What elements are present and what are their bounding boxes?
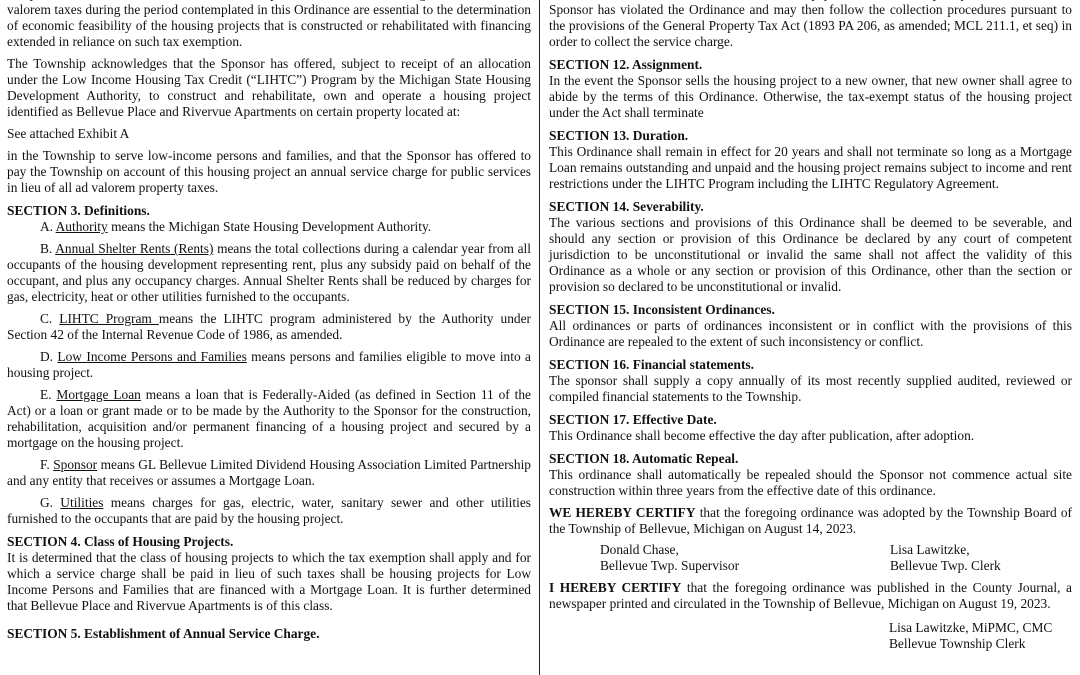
supervisor-signature <box>600 542 890 574</box>
definition-term: Sponsor <box>53 457 98 472</box>
section-14-heading: SECTION 14. Severability. <box>549 199 704 214</box>
supervisor-name: Donald Chase, <box>600 542 679 557</box>
definition-lihtc <box>7 311 531 343</box>
definition-utilities <box>7 495 531 527</box>
certify-lead: I HEREBY CERTIFY <box>549 580 682 595</box>
definition-term: Authority <box>55 219 108 234</box>
definition-letter: G. <box>40 495 61 510</box>
section-13-text: This Ordinance shall remain in effect for 20 years and shall not terminate so long as a Mortgage Loan remains outstanding and unpaid and the housing project remains subject to income and rent restrictions under the LIHTC Program including the LIHTC Regulatory Agreement. <box>549 144 1072 191</box>
definition-letter: E. <box>40 387 57 402</box>
definition-term: Annual Shelter Rents (Rents) <box>55 241 214 256</box>
definition-text: means persons and families eligible to move into a housing project. <box>7 349 531 380</box>
section-5-heading: SECTION 5. Establishment of Annual Service Charge. <box>7 626 320 641</box>
section-16-heading: SECTION 16. Financial statements. <box>549 357 754 372</box>
definition-text: means the total collections during a calendar year from all occupants of the housing development representing rent, plus any subsidy paid on behalf of the occupant, and plus any occupancy charges. Annual Shelter Rents shall be reduced by charges for gas, electricity, heat or other utilities furnished to the occupants. <box>7 241 531 304</box>
definition-text: means charges for gas, electric, water, sanitary sewer and other utilities furnished to the occupants that are paid by the housing project. <box>7 495 531 526</box>
section-18-heading: SECTION 18. Automatic Repeal. <box>549 451 739 466</box>
left-column <box>7 0 531 642</box>
serve-paragraph: in the Township to serve low-income persons and families, and that the Sponsor has offered to pay the Township on account of this housing project an annual service charge for public services in lieu of all ad valorem property taxes. <box>7 148 531 195</box>
section-15-text: All ordinances or parts of ordinances inconsistent or in conflict with the provisions of this Ordinance are repealed to the extent of such inconsistency or conflict. <box>549 318 1072 349</box>
right-column <box>549 0 1072 652</box>
certify-text: that the foregoing ordinance was published in the County Journal, a newspaper printed and circulated in the Township of Bellevue, Michigan on August 19, 2023. <box>549 580 1072 611</box>
definition-mortgage-loan <box>7 387 531 451</box>
publication-clerk-title: Bellevue Township Clerk <box>889 636 1026 651</box>
definition-sponsor <box>7 457 531 489</box>
section-18-text: This ordinance shall automatically be repealed should the Sponsor not commence actual site construction within three years from the effective date of this ordinance. <box>549 467 1072 498</box>
exhibit-reference: See attached Exhibit A <box>7 126 130 141</box>
publication-certification <box>549 580 1072 612</box>
certify-lead: WE HEREBY CERTIFY <box>549 505 696 520</box>
section-13-heading: SECTION 13. Duration. <box>549 128 689 143</box>
column-divider <box>539 0 540 675</box>
clerk-name: Lisa Lawitzke, <box>890 542 970 557</box>
definition-term: Mortgage Loan <box>56 387 141 402</box>
publication-clerk-signature <box>889 620 1072 652</box>
intro-paragraph: valorem taxes during the period contemplated in this Ordinance are essential to the determination of economic feasibility of the housing projects that is constructed or rehabilitated with financing extended in reliance on such tax exemption. <box>7 2 531 49</box>
definition-text: means GL Bellevue Limited Dividend Housing Association Limited Partnership and any entity that receives or assumes a Mortgage Loan. <box>7 457 531 488</box>
definition-letter: D. <box>40 349 58 364</box>
clerk-title: Bellevue Twp. Clerk <box>890 558 1001 573</box>
definition-text: means the LIHTC program administered by the Authority under Section 42 of the Internal Revenue Code of 1986, as amended. <box>7 311 531 342</box>
definition-letter: B. <box>40 241 56 256</box>
definition-authority <box>7 219 531 235</box>
section-12-heading: SECTION 12. Assignment. <box>549 57 703 72</box>
right-intro-paragraph: Sponsor has violated the Ordinance and may then follow the collection procedures pursuant to the provisions of the General Property Tax Act (1893 PA 206, as amended; MCL 211.1, et seq) in order to collect the service charge. <box>549 2 1072 49</box>
section-15-heading: SECTION 15. Inconsistent Ordinances. <box>549 302 775 317</box>
clerk-signature <box>890 542 1001 574</box>
section-14-text: The various sections and provisions of this Ordinance shall be deemed to be severable, and should any section or provision of this Ordinance be declared by any court of competent jurisdiction to be unconstitutional or invalid the same shall not affect the validity of this Ordinance as a whole or any section or provision of this Ordinance, other than the section or provision so declared to be unconstitutional or invalid. <box>549 215 1072 294</box>
sponsor-paragraph: The Township acknowledges that the Sponsor has offered, subject to receipt of an allocation under the Low Income Housing Tax Credit (“LIHTC”) Program by the Michigan State Housing Development Authority, to construct and rehabilitate, own and operate a housing project identified as Bellevue Place and Rivervue Apartments on certain property located at: <box>7 56 531 119</box>
definition-rents <box>7 241 531 305</box>
section-4-text: It is determined that the class of housing projects to which the tax exemption shall apply and for which a service charge shall be paid in lieu of such taxes shall be housing projects for Low Income Persons and Families that are financed with a Mortgage Loan. It is further determined that Bellevue Place and Rivervue Apartments is of this class. <box>7 550 531 613</box>
certify-text: that the foregoing ordinance was adopted by the Township Board of the Township of Bellevue, Michigan on August 14, 2023. <box>549 505 1072 536</box>
section-17-text: This Ordinance shall become effective the day after publication, after adoption. <box>549 428 975 443</box>
definition-term: LIHTC Program <box>59 311 159 326</box>
definition-text: means a loan that is Federally-Aided (as defined in Section 11 of the Act) or a loan or grant made or to be made by the Authority to the Sponsor for the construction, rehabilitation, acquisition and/or permanent financing of a housing project and secured by a mortgage on the housing project. <box>7 387 531 450</box>
definition-term: Utilities <box>60 495 104 510</box>
section-12-text: In the event the Sponsor sells the housing project to a new owner, that new owner shall agree to abide by the terms of this Ordinance. Otherwise, the tax-exempt status of the housing project under the Act shall terminate <box>549 73 1072 120</box>
section-16-text: The sponsor shall supply a copy annually of its most recently supplied audited, reviewed or compiled financial statements to the Township. <box>549 373 1072 404</box>
definition-letter: F. <box>40 457 54 472</box>
supervisor-title: Bellevue Twp. Supervisor <box>600 558 740 573</box>
section-3-heading: SECTION 3. Definitions. <box>7 203 150 218</box>
signature-block <box>549 542 1072 574</box>
section-17-heading: SECTION 17. Effective Date. <box>549 412 717 427</box>
adoption-certification <box>549 505 1072 537</box>
definition-low-income <box>7 349 531 381</box>
definition-text: means the Michigan State Housing Development Authority. <box>107 219 432 234</box>
definition-letter: A. <box>40 219 56 234</box>
definition-term: Low Income Persons and Families <box>57 349 247 364</box>
definition-letter: C. <box>40 311 60 326</box>
section-4-heading: SECTION 4. Class of Housing Projects. <box>7 534 234 549</box>
publication-clerk-name: Lisa Lawitzke, MiPMC, CMC <box>889 620 1053 635</box>
